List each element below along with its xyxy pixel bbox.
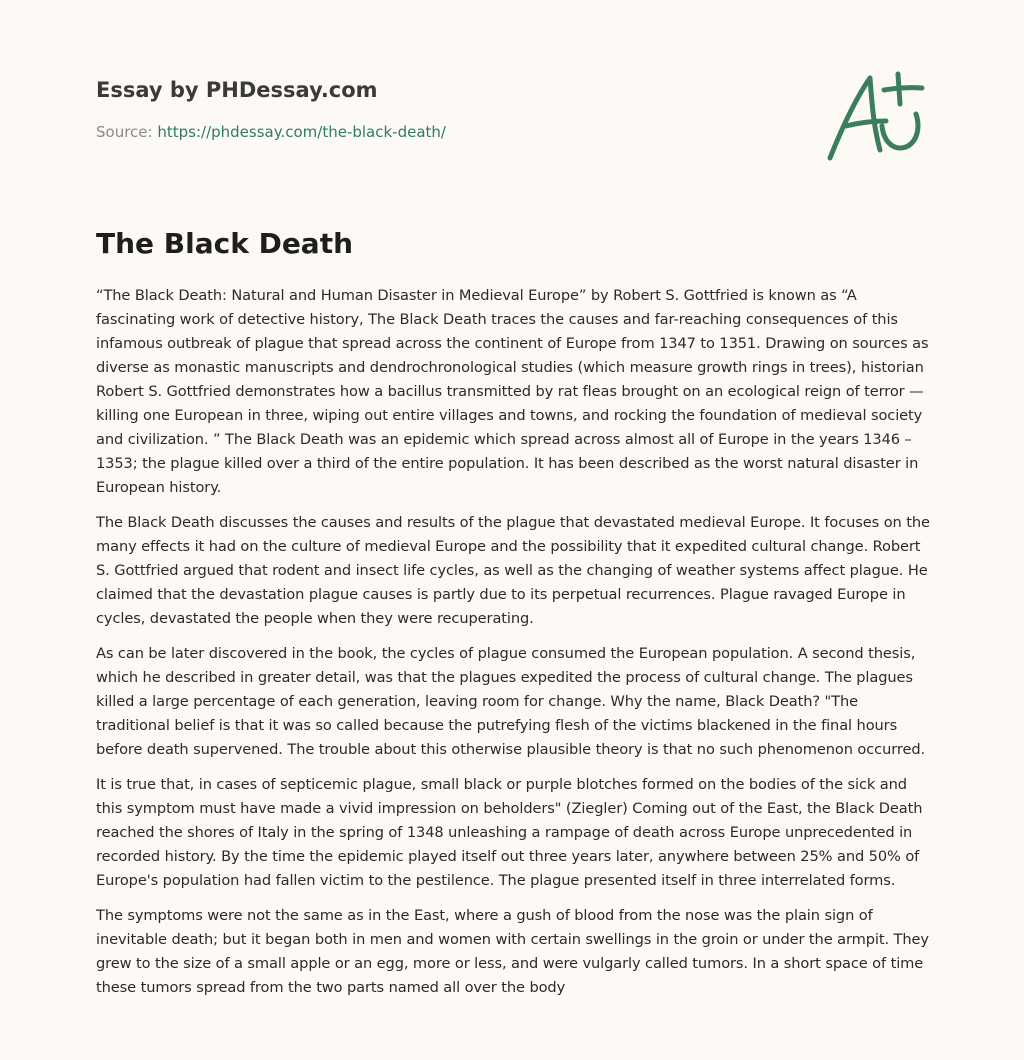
- source-line: [96, 122, 796, 142]
- essay-paragraph: The symptoms were not the same as in the East, where a gush of blood from the nose was the plain sign of inevitable death; but it began both in men and women with certain swellings in the groin or under the armpit. They grew to the size of a small apple or an egg, more or less, and were vulgarly called tumors. In a short space of time these tumors spread from the two parts named all over the body: [96, 907, 929, 996]
- essay-paragraph: “The Black Death: Natural and Human Disaster in Medieval Europe” by Robert S. Gottfried is known as “A fascinating work of detective history, The Black Death traces the causes and far-reaching consequences of this infamous outbreak of plague that spread across the continent of Europe from 1347 to 1351. Drawing on sources as diverse as monastic manuscripts and dendrochronological studies (which measure growth rings in trees), historian Robert S. Gottfried demonstrates how a bacillus transmitted by rat fleas brought on an ecological reign of terror — killing one European in three, wiping out entire villages and towns, and rocking the foundation of medieval society and civilization. ” The Black Death was an epidemic which spread across almost all of Europe in the years 1346 –1353; the plague killed over a third of the entire population. It has been described as the worst natural disaster in European history.: [96, 287, 929, 496]
- essay-paragraph: It is true that, in cases of septicemic plague, small black or purple blotches formed on the bodies of the sick and this symptom must have made a vivid impression on beholders" (Ziegler) Coming out of the East, the Black Death reached the shores of Italy in the spring of 1348 unleashing a rampage of death across Europe unprecedented in recorded history. By the time the epidemic played itself out three years later, anywhere between 25% and 50% of Europe's population had fallen victim to the pestilence. The plague presented itself in three interrelated forms.: [96, 776, 923, 889]
- site-title: Essay by PHDessay.com: [96, 78, 378, 102]
- source-label: Source:: [96, 123, 153, 141]
- a-plus-logo-svg: [822, 66, 932, 166]
- essay-paragraph: As can be later discovered in the book, the cycles of plague consumed the European population. A second thesis, which he described in greater detail, was that the plagues expedited the process of cultural change. The plagues killed a large percentage of each generation, leaving room for change. Why the name, Black Death? "The traditional belief is that it was so called because the putrefying flesh of the victims blackened in the final hours before death supervened. The trouble about this otherwise plausible theory is that no such phenomenon occurred.: [96, 645, 926, 758]
- essay-title: The Black Death: [96, 227, 354, 260]
- page-header: [96, 76, 796, 142]
- essay-body: [96, 284, 932, 1011]
- essay-paragraph: The Black Death discusses the causes and results of the plague that devastated medieval Europe. It focuses on the many effects it had on the culture of medieval Europe and the possibility that it expedited cultural change. Robert S. Gottfried argued that rodent and insect life cycles, as well as the changing of weather systems affect plague. He claimed that the devastation plague causes is partly due to its perpetual recurrences. Plague ravaged Europe in cycles, devastated the people when they were recuperating.: [96, 514, 930, 627]
- a-plus-grade-logo-icon: [822, 66, 932, 166]
- source-link[interactable]: https://phdessay.com/the-black-death/: [157, 123, 446, 141]
